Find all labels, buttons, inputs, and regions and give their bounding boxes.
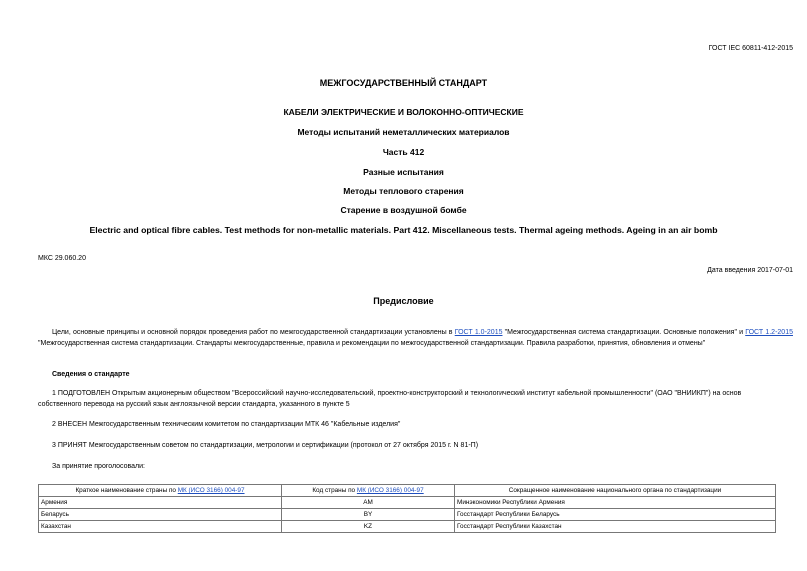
document-ageing: Старение в воздушной бомбе xyxy=(340,205,467,215)
document-method: Методы теплового старения xyxy=(343,186,464,196)
item-1-line-2: собственного перевода на русский язык англоязычной версии стандарта, указанного в пункте 5 xyxy=(38,401,350,408)
effective-date: Дата введения 2017-07-01 xyxy=(707,267,793,274)
table-header-row xyxy=(39,485,776,497)
paragraph-text: "Межгосударственная система стандартизации. Основные положения" и xyxy=(502,329,746,336)
mks-code: МКС 29.060.20 xyxy=(38,255,86,262)
mk-iso-link[interactable]: МК (ИСО 3166) 004-97 xyxy=(356,487,424,494)
table-row xyxy=(39,497,776,509)
document-code: ГОСТ IEC 60811-412-2015 xyxy=(708,45,793,52)
document-subtitle: Методы испытаний неметаллических материалов xyxy=(297,127,510,137)
document-title: КАБЕЛИ ЭЛЕКТРИЧЕСКИЕ И ВОЛОКОННО-ОПТИЧЕСКИЕ xyxy=(283,107,524,117)
voting-table xyxy=(38,484,776,533)
paragraph-text: Цели, основные принципы и основной порядок проведения работ по межгосударственной стандартизации установлены в xyxy=(52,329,455,336)
foreword-title: Предисловие xyxy=(373,296,434,306)
paragraph-text: "Межгосударственная система стандартизации. Стандарты межгосударственные, правила и рекомендации по межгосударственной стандартизации. Правила разработки, принятия, обновления и отмены" xyxy=(38,340,706,347)
table-row xyxy=(39,521,776,533)
body-cell: Минэкономики Республики Армения xyxy=(455,497,776,509)
code-cell: BY xyxy=(282,509,455,521)
country-cell: Беларусь xyxy=(39,509,282,521)
info-heading: Сведения о стандарте xyxy=(52,371,130,378)
gost-1-0-link[interactable]: ГОСТ 1.0-2015 xyxy=(454,329,503,336)
item-2: 2 ВНЕСЕН Межгосударственным техническим комитетом по стандартизации МТК 46 "Кабельные изделия" xyxy=(52,421,401,428)
country-cell: Армения xyxy=(39,497,282,509)
standard-type: МЕЖГОСУДАРСТВЕННЫЙ СТАНДАРТ xyxy=(319,78,488,88)
foreword-paragraph xyxy=(38,327,793,349)
item-1-line-1: 1 ПОДГОТОВЛЕН Открытым акционерным обществом "Всероссийский научно-исследовательский, проектно-конструкторский и технологический институт кабельной промышленности" (ОАО "ВНИИКП") на основ xyxy=(52,390,742,397)
english-title: Electric and optical fibre cables. Test methods for non-metallic materials. Part 412. Miscellaneous tests. Thermal ageing methods. Ageing in an air bomb xyxy=(89,225,718,235)
body-cell: Госстандарт Республики Беларусь xyxy=(455,509,776,521)
code-cell: KZ xyxy=(282,521,455,533)
voted-label: За принятие проголосовали: xyxy=(52,463,145,470)
gost-1-2-link[interactable]: ГОСТ 1.2-2015 xyxy=(745,329,793,336)
column-header-country: Краткое наименование страны по МК (ИСО 3166) 004-97 xyxy=(39,485,282,497)
mk-iso-link[interactable]: МК (ИСО 3166) 004-97 xyxy=(177,487,245,494)
table-row xyxy=(39,509,776,521)
country-cell: Казахстан xyxy=(39,521,282,533)
document-section: Разные испытания xyxy=(363,167,444,177)
document-part: Часть 412 xyxy=(382,147,425,157)
column-header-code: Код страны по МК (ИСО 3166) 004-97 xyxy=(282,485,455,497)
column-header-body: Сокращенное наименование национального органа по стандартизации xyxy=(455,485,776,497)
code-cell: AM xyxy=(282,497,455,509)
item-3: 3 ПРИНЯТ Межгосударственным советом по стандартизации, метрологии и сертификации (протокол от 27 октября 2015 г. N 81-П) xyxy=(52,442,479,449)
body-cell: Госстандарт Республики Казахстан xyxy=(455,521,776,533)
